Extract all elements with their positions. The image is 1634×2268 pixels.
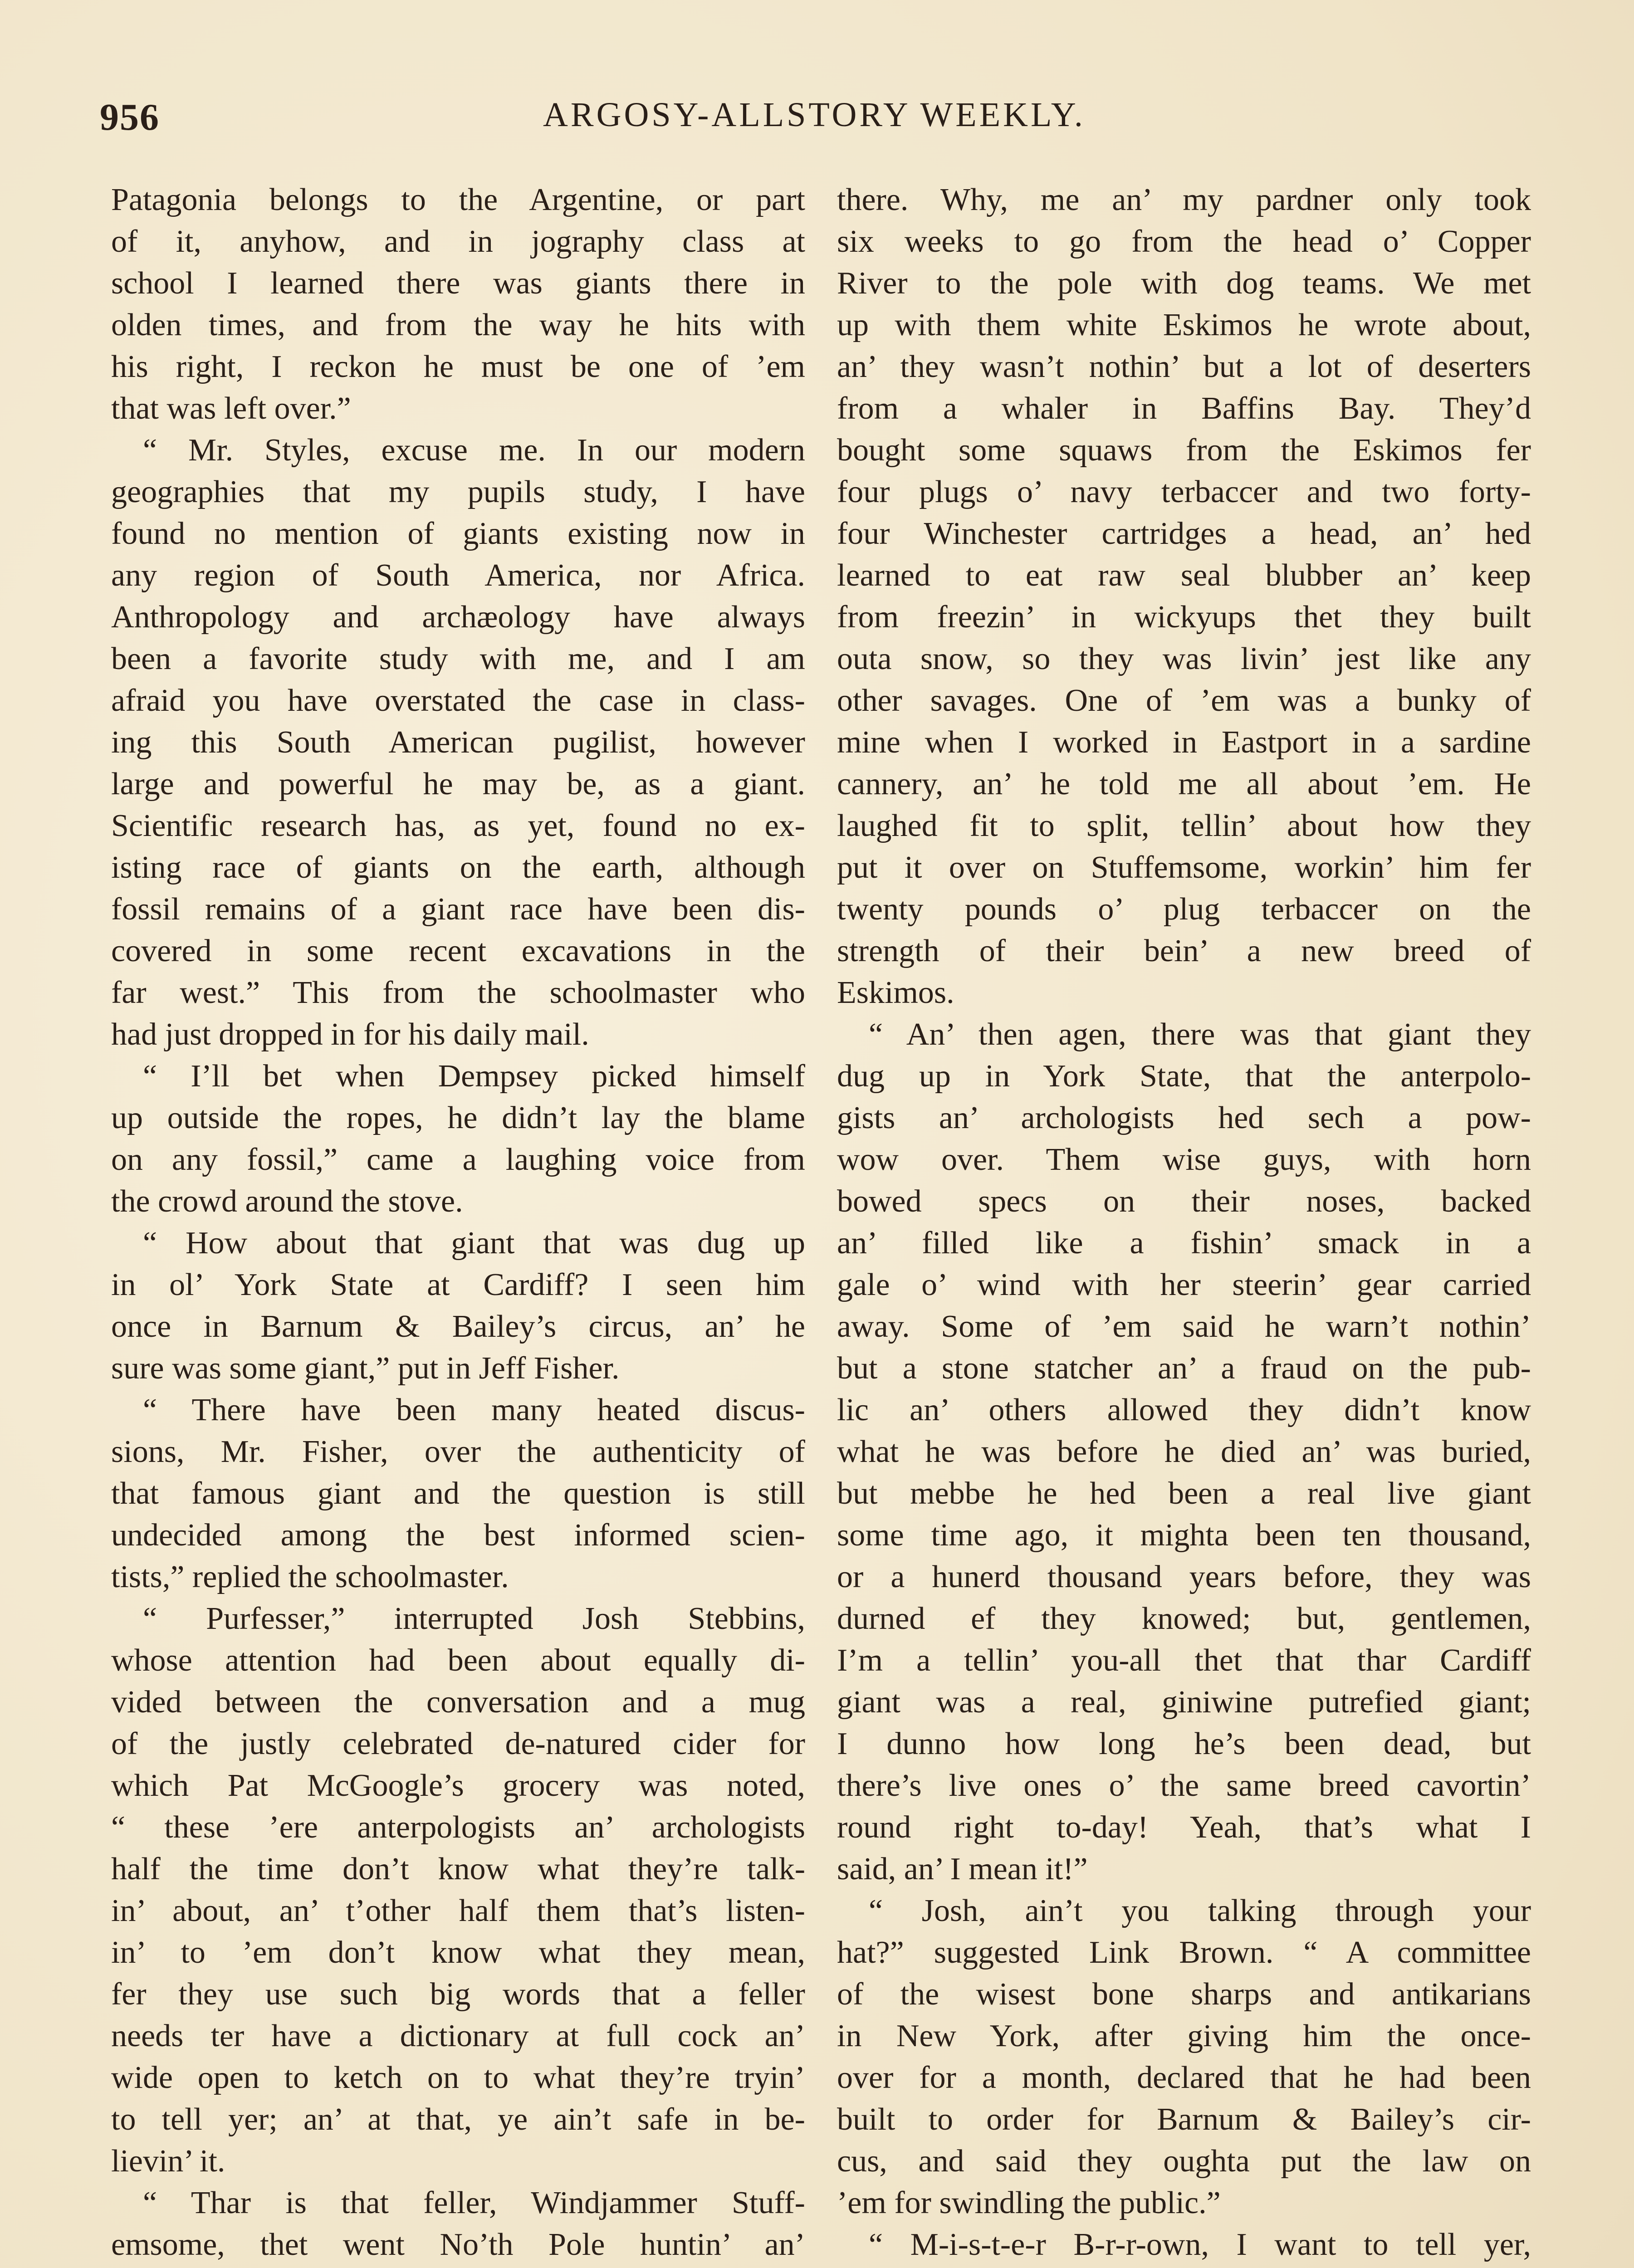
- text-line: an’ they wasn’t nothin’ but a lot of deserters: [837, 349, 1531, 384]
- text-line: olden times, and from the way he hits with: [111, 308, 805, 342]
- text-line: put it over on Stuffemsome, workin’ him fer: [837, 850, 1531, 885]
- text-line: tists,” replied the schoolmaster.: [111, 1559, 509, 1594]
- text-line: emsome, thet went No’th Pole huntin’ an’: [111, 2227, 805, 2262]
- text-line: learned to eat raw seal blubber an’ keep: [837, 558, 1531, 593]
- text-line: had just dropped in for his daily mail.: [111, 1017, 589, 1052]
- running-head: ARGOSY-ALLSTORY WEEKLY.: [543, 96, 1086, 134]
- text-line: over for a month, declared that he had been: [837, 2060, 1531, 2095]
- text-line: from freezin’ in wickyups thet they built: [837, 600, 1531, 635]
- text-line: vided between the conversation and a mug: [111, 1685, 805, 1720]
- text-line: “ Mr. Styles, excuse me. In our modern: [143, 433, 805, 468]
- text-line: found no mention of giants existing now in: [111, 516, 805, 551]
- text-line: whose attention had been about equally di-: [111, 1643, 805, 1678]
- text-line: “ M-i-s-t-e-r B-r-r-own, I want to tell yer,: [869, 2227, 1531, 2262]
- text-line: “ I’ll bet when Dempsey picked himself: [143, 1059, 805, 1094]
- text-line: cannery, an’ he told me all about ’em. He: [837, 767, 1531, 802]
- text-line: fossil remains of a giant race have been dis-: [111, 892, 805, 927]
- text-line: “ How about that giant that was dug up: [143, 1226, 805, 1261]
- text-line: built to order for Barnum & Bailey’s cir-: [837, 2102, 1531, 2137]
- text-line: [111, 2266, 805, 2268]
- text-line: bought some squaws from the Eskimos fer: [837, 433, 1531, 468]
- text-line: large and powerful he may be, as a giant.: [111, 767, 805, 802]
- text-line: in’ about, an’ t’other half them that’s listen-: [111, 1893, 805, 1928]
- text-line: in ol’ York State at Cardiff? I seen him: [111, 1267, 805, 1302]
- text-line: Eskimos.: [837, 975, 954, 1010]
- text-column-left: [111, 179, 805, 2268]
- text-line: ’em for swindling the public.”: [837, 2185, 1221, 2220]
- text-line: “ Thar is that feller, Windjammer Stuff-: [143, 2185, 805, 2220]
- page-number: 956: [100, 96, 160, 138]
- text-line: or a hunerd thousand years before, they was: [837, 1559, 1531, 1594]
- text-line: four Winchester cartridges a head, an’ hed: [837, 516, 1531, 551]
- text-line: “ An’ then agen, there was that giant they: [869, 1017, 1531, 1052]
- text-line: four plugs o’ navy terbaccer and two forty-: [837, 474, 1531, 509]
- text-line: of the wisest bone sharps and antikarians: [837, 1977, 1531, 2012]
- text-line: up with them white Eskimos he wrote about,: [837, 308, 1531, 342]
- text-line: gists an’ archologists hed sech a pow-: [837, 1100, 1531, 1135]
- text-line: of the justly celebrated de-natured cider for: [111, 1726, 805, 1761]
- text-line: that famous giant and the question is still: [111, 1476, 805, 1511]
- text-line: ing this South American pugilist, however: [111, 725, 805, 760]
- text-line: isting race of giants on the earth, although: [111, 850, 805, 885]
- text-line: mine when I worked in Eastport in a sardine: [837, 725, 1531, 760]
- text-line: wide open to ketch on to what they’re tryin’: [111, 2060, 805, 2095]
- text-line: from a whaler in Baffins Bay. They’d: [837, 391, 1531, 426]
- text-line: sions, Mr. Fisher, over the authenticity of: [111, 1434, 805, 1469]
- text-line: of it, anyhow, and in jography class at: [111, 224, 805, 259]
- text-line: I dunno how long he’s been dead, but: [837, 1726, 1531, 1761]
- text-line: needs ter have a dictionary at full cock an’: [111, 2019, 805, 2053]
- text-line: on any fossil,” came a laughing voice from: [111, 1142, 805, 1177]
- text-line: an’ filled like a fishin’ smack in a: [837, 1226, 1531, 1261]
- text-line: Scientific research has, as yet, found no ex-: [111, 808, 805, 843]
- text-line: outa snow, so they was livin’ jest like any: [837, 641, 1531, 676]
- text-line: cus, and said they oughta put the law on: [837, 2144, 1531, 2179]
- text-line: in New York, after giving him the once-: [837, 2019, 1531, 2053]
- text-line: school I learned there was giants there in: [111, 266, 805, 301]
- text-line: strength of their bein’ a new breed of: [837, 934, 1531, 968]
- text-line: dug up in York State, that the anterpolo-: [837, 1059, 1531, 1094]
- text-line: geographies that my pupils study, I have: [111, 474, 805, 509]
- page-header: [100, 95, 1529, 145]
- text-line: Patagonia belongs to the Argentine, or part: [111, 182, 805, 217]
- text-line: “ Purfesser,” interrupted Josh Stebbins,: [143, 1601, 805, 1636]
- text-line: afraid you have overstated the case in class-: [111, 683, 805, 718]
- text-line: lievin’ it.: [111, 2144, 225, 2179]
- text-line: River to the pole with dog teams. We met: [837, 266, 1531, 301]
- text-line: but mebbe he hed been a real live giant: [837, 1476, 1531, 1511]
- text-line: what he was before he died an’ was buried,: [837, 1434, 1531, 1469]
- text-line: far west.” This from the schoolmaster who: [111, 975, 805, 1010]
- text-line: “ There have been many heated discus-: [143, 1393, 805, 1427]
- text-line: that was left over.”: [111, 391, 351, 426]
- text-line: in’ to ’em don’t know what they mean,: [111, 1935, 805, 1970]
- text-line: “ these ’ere anterpologists an’ archologists: [111, 1810, 805, 1845]
- text-line: hat?” suggested Link Brown. “ A committee: [837, 1935, 1531, 1970]
- text-column-right: [837, 179, 1531, 2268]
- text-line: six weeks to go from the head o’ Copper: [837, 224, 1531, 259]
- text-line: once in Barnum & Bailey’s circus, an’ he: [111, 1309, 805, 1344]
- text-line: any region of South America, nor Africa.: [111, 558, 805, 593]
- text-line: sure was some giant,” put in Jeff Fisher.: [111, 1351, 620, 1386]
- text-line: half the time don’t know what they’re talk-: [111, 1852, 805, 1887]
- text-line: lic an’ others allowed they didn’t know: [837, 1393, 1531, 1427]
- text-line: durned ef they knowed; but, gentlemen,: [837, 1601, 1531, 1636]
- text-line: gale o’ wind with her steerin’ gear carried: [837, 1267, 1531, 1302]
- text-line: there. Why, me an’ my pardner only took: [837, 182, 1531, 217]
- text-line: his right, I reckon he must be one of ’em: [111, 349, 805, 384]
- text-line: but a stone statcher an’ a fraud on the pub-: [837, 1351, 1531, 1386]
- text-line: been a favorite study with me, and I am: [111, 641, 805, 676]
- text-line: fer they use such big words that a feller: [111, 1977, 805, 2012]
- text-line: laughed fit to split, tellin’ about how they: [837, 808, 1531, 843]
- text-line: giant was a real, giniwine putrefied giant;: [837, 1685, 1531, 1720]
- text-line: [837, 2266, 1531, 2268]
- text-line: other savages. One of ’em was a bunky of: [837, 683, 1531, 718]
- text-line: said, an’ I mean it!”: [837, 1852, 1088, 1887]
- text-line: which Pat McGoogle’s grocery was noted,: [111, 1768, 805, 1803]
- text-line: bowed specs on their noses, backed: [837, 1184, 1531, 1219]
- text-line: undecided among the best informed scien-: [111, 1518, 805, 1553]
- text-line: away. Some of ’em said he warn’t nothin’: [837, 1309, 1531, 1344]
- text-line: “ Josh, ain’t you talking through your: [869, 1893, 1531, 1928]
- text-line: wow over. Them wise guys, with horn: [837, 1142, 1531, 1177]
- text-line: some time ago, it mighta been ten thousand,: [837, 1518, 1531, 1553]
- text-line: round right to-day! Yeah, that’s what I: [837, 1810, 1531, 1845]
- text-line: up outside the ropes, he didn’t lay the blame: [111, 1100, 805, 1135]
- text-line: to tell yer; an’ at that, ye ain’t safe in be-: [111, 2102, 805, 2137]
- text-line: there’s live ones o’ the same breed cavortin’: [837, 1768, 1531, 1803]
- text-line: covered in some recent excavations in the: [111, 934, 805, 968]
- text-line: the crowd around the stove.: [111, 1184, 463, 1219]
- text-line: twenty pounds o’ plug terbaccer on the: [837, 892, 1531, 927]
- text-line: Anthropology and archæology have always: [111, 600, 805, 635]
- text-line: I’m a tellin’ you-all thet that thar Cardiff: [837, 1643, 1531, 1678]
